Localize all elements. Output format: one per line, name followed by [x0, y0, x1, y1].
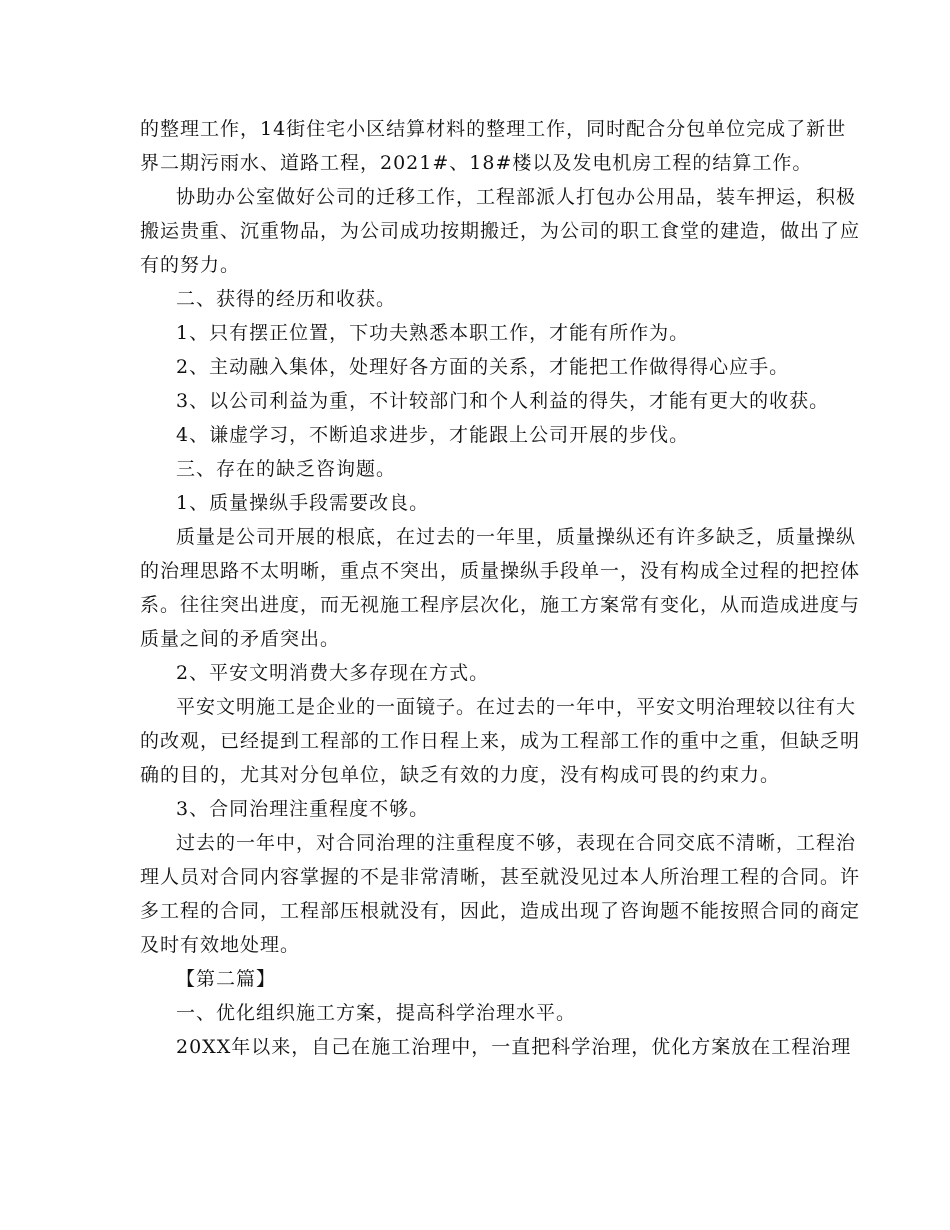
text-line: 的治理思路不太明晰，重点不突出，质量操纵手段单一，没有构成全过程的把控体	[140, 560, 861, 582]
section-heading: 三、存在的缺乏咨询题。	[176, 458, 397, 480]
text-line: 界二期污雨水、道路工程，2021#、18#楼以及发电机房工程的结算工作。	[140, 152, 813, 174]
text-line: 理人员对合同内容掌握的不是非常清晰，甚至就没见过本人所治理工程的合同。许	[140, 866, 861, 888]
text-line: 的改观，已经提到工程部的工作日程上来，成为工程部工作的重中之重，但缺乏明	[140, 730, 861, 752]
paragraph-start-line: 过去的一年中，对合同治理的注重程度不够，表现在合同交底不清晰，工程治	[176, 832, 857, 854]
text-line: 质量之间的矛盾突出。	[140, 628, 341, 650]
paragraph-start-line: 质量是公司开展的根底，在过去的一年里，质量操纵还有许多缺乏，质量操纵	[176, 526, 857, 548]
section-heading: 一、优化组织施工方案，提高科学治理水平。	[176, 1002, 577, 1024]
text-line: 系。往往突出进度，而无视施工程序层次化，施工方案常有变化，从而造成进度与	[140, 594, 861, 616]
list-item: 2、主动融入集体，处理好各方面的关系，才能把工作做得得心应手。	[176, 356, 790, 378]
paragraph-start-line: 协助办公室做好公司的迁移工作，工程部派人打包办公用品，装车押运，积极	[176, 186, 857, 208]
list-item: 3、以公司利益为重，不计较部门和个人利益的得失，才能有更大的收获。	[176, 390, 830, 412]
text-line: 有的努力。	[140, 254, 241, 276]
paragraph-start-line: 20XX年以来，自己在施工治理中，一直把科学治理，优化方案放在工程治理	[176, 1036, 852, 1058]
subsection-heading: 3、合同治理注重程度不够。	[176, 798, 430, 820]
subsection-heading: 1、质量操纵手段需要改良。	[176, 492, 430, 514]
text-line: 及时有效地处理。	[140, 934, 301, 956]
chapter-heading: 【第二篇】	[176, 968, 277, 990]
text-line: 搬运贵重、沉重物品，为公司成功按期搬迁，为公司的职工食堂的建造，做出了应	[140, 220, 861, 242]
subsection-heading: 2、平安文明消费大多存现在方式。	[176, 662, 490, 684]
text-line: 的整理工作，14街住宅小区结算材料的整理工作，同时配合分包单位完成了新世	[140, 118, 847, 140]
text-line: 多工程的合同，工程部压根就没有，因此，造成出现了咨询题不能按照合同的商定	[140, 900, 861, 922]
text-line: 确的目的，尤其对分包单位，缺乏有效的力度，没有构成可畏的约束力。	[140, 764, 781, 786]
section-heading: 二、获得的经历和收获。	[176, 288, 397, 310]
list-item: 4、谦虚学习，不断追求进步，才能跟上公司开展的步伐。	[176, 424, 690, 446]
list-item: 1、只有摆正位置，下功夫熟悉本职工作，才能有所作为。	[176, 322, 690, 344]
document-body	[140, 112, 861, 1064]
paragraph-start-line: 平安文明施工是企业的一面镜子。在过去的一年中，平安文明治理较以往有大	[176, 696, 857, 718]
